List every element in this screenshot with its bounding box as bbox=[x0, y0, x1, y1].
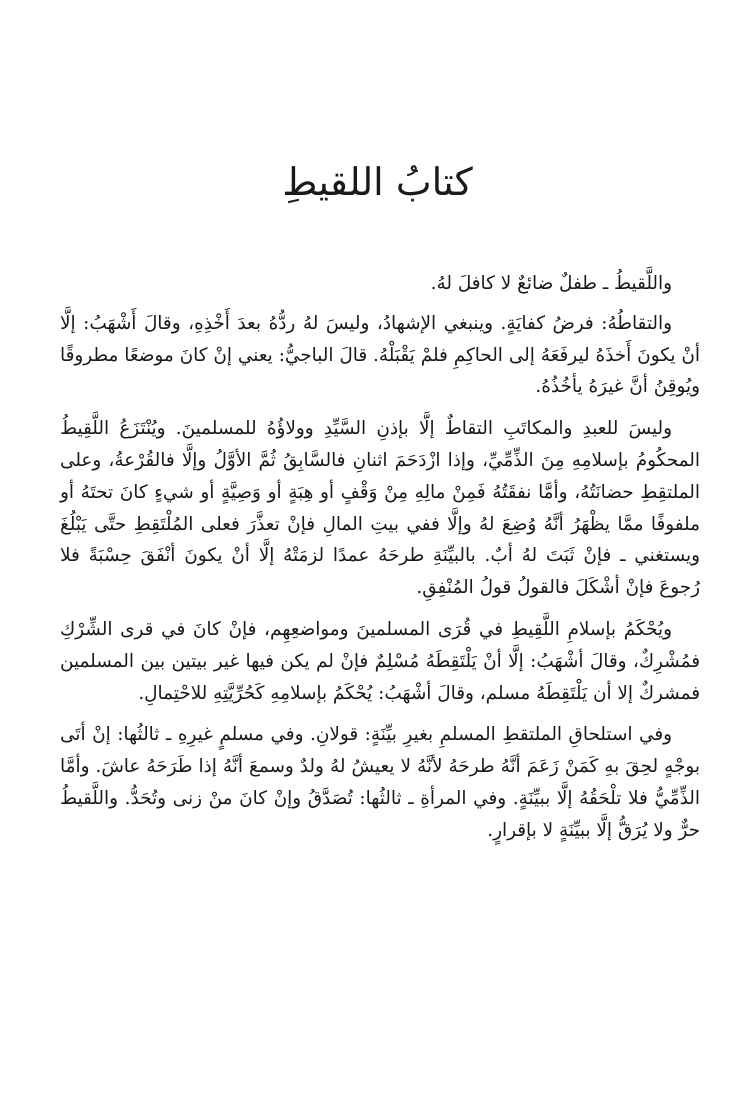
chapter-body bbox=[60, 268, 700, 857]
paragraph-religion-ruling: ويُحْكَمُ بإسلامِ اللَّقِيطِ في قُرَى المسلمينَ ومواضعِهِم، فإنْ كانَ في قرى الشِّرْكِ فمُشْرِكٌ، وقالَ أشْهَبُ: إلَّا أنْ يَلْتَقِطَهُ مُسْلِمٌ فإنْ لم يكن فيها غير بيتين بين المسلمين فمشركٌ إلا أن يَلْتَقِطَهُ مسلم، وقالَ أشْهَبُ: يُحْكَمُ بإسلامِهِ كَحُرِّيَّتِهِ للاحْتِمالِ. bbox=[60, 618, 700, 704]
paragraph-slave-and-custody: وليسَ للعبدِ والمكاتَبِ التقاطٌ إلَّا بإذنِ السَّيِّدِ وولاؤُهُ للمسلمينَ. ويُنْتَزَعُ اللَّقِيطُ المحكُومُ بإسلامِهِ مِنَ الذِّمِّيِّ، وإذا ازْدَحَمَ اثنانِ فالسَّابِقُ ثُمَّ الأوَّلُ وإلَّا فالقُرْعةُ، وعلى الملتقِطِ حضانَتُهُ، وأمَّا نفقَتُهُ فَمِنْ مالِهِ مِنْ وَقْفٍ أو هِبَةٍ أو وَصِيَّةٍ أو شيءٍ كانَ تحتَهُ أو ملفوفًا ممَّا يظْهَرُ أنَّهُ وُضِعَ لهُ وإلَّا ففي بيتِ المالِ فإنْ تعذَّرَ فعلى المُلْتَقِطِ حتَّى يَبْلُغَ ويستغني ـ فإنْ ثَبَتَ لهُ أبٌ. بالبيِّنَةِ طرحَهُ عمدًا لزمَتْهُ إلَّا أنْ يكونَ أنْفَقَ حِسْبَةً فلا رُجوعَ فإنْ أشْكَلَ فالقولُ قولُ المُنْفِقِ. bbox=[60, 418, 700, 599]
paragraph-definition: واللَّقيطُ ـ طفلٌ ضائعٌ لا كافلَ لهُ. bbox=[430, 273, 672, 294]
paragraph-lineage-claim: وفي استلحاقِ الملتقطِ المسلمِ بغيرِ بيِّنَةٍ: قولانِ. وفي مسلمٍ غيرِهِ ـ ثالثُها: إنْ أتَى بوجْهٍ لحِقَ بهِ كَمَنْ زَعَمَ أنَّهُ طرحَهُ لأنَّهُ لا يعيشُ لهُ ولدٌ وسمعَ أنَّهُ إذا طَرَحَهُ عاشَ. وأمَّا الذِّمِّيُّ فلا تلْحَقُهُ إلَّا ببيِّنَةٍ. وفي المرأةِ ـ ثالثُها: تُصَدَّقُ وإنْ كانَ منْ زنى وتُحَدُّ. واللَّقيطُ حرٌّ ولا يُرَقُّ إلَّا ببيِّنَةٍ لا بإقرارٍ. bbox=[60, 724, 700, 841]
chapter-title: كتابُ اللقيطِ bbox=[282, 160, 473, 204]
paragraph-obligation: والتقاطُهُ: فرضُ كفايَةٍ. وينبغي الإشهادُ، وليسَ لهُ ردُّهُ بعدَ أَخْذِهِ، وقالَ أَشْهَبُ: إلَّا أنْ يكونَ أَخذَهُ ليرفَعَهُ إلى الحاكِمِ فلمْ يَقْبَلْهُ. قالَ الباجيُّ: يعني إنْ كانَ موضعًا مطروقًا ويُوقِنُ أنَّ غيرَهُ يأخُذُهُ. bbox=[60, 312, 700, 398]
